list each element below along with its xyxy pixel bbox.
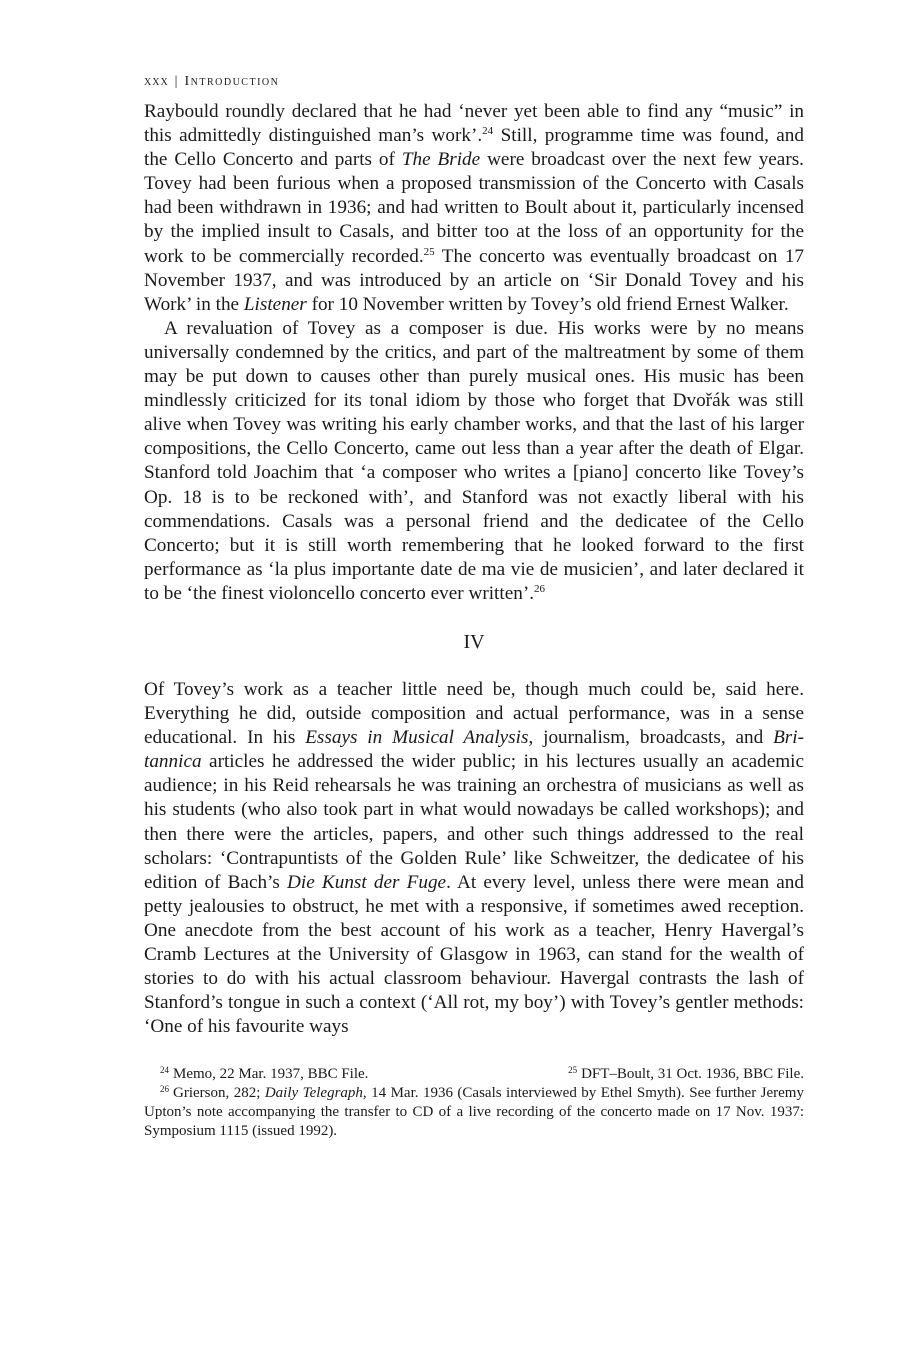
- title-britannica: Britannica: [144, 727, 804, 773]
- title-kunst-der-fuge: Die Kunst der Fuge: [287, 871, 447, 893]
- title-the-bride: The Bride: [401, 149, 481, 171]
- footnote-ref-26[interactable]: 26: [534, 582, 545, 595]
- footnote-ref-25[interactable]: 25: [423, 245, 435, 258]
- running-head-separator: |: [174, 74, 179, 89]
- paragraph-3: Of Tovey’s work as a teacher little need be, though much could be, said here. Everything he did, outside composition and actual performance, was in a sense educational. In his Essays in Musical Analysis, journalism, broadcasts, and Britannica articles he addressed the wider public; in his lectures usually an academic audience; in his Reid rehearsals he was training an orchestra of musicians as well as his students (who also took part in what would nowadays be called workshops); and then there were the articles, papers, and other such things addressed to the real scholars: ‘Contrapuntists of the Golden Rule’ like Schweitzer, the dedicatee of his edition of Bach’s Die Kunst der Fuge. At every level, unless there were mean and petty jealousies to obstruct, he met with a responsive, if sometimes awed reception. One anecdote from the best account of his work as a teacher, Henry Havergal’s Cramb Lectures at the University of Glasgow in 1963, can stand for the wealth of stories to do with his actual classroom behaviour. Havergal contrasts the lash of Stanford’s tongue in such a context (‘All rot, my boy’) with Tovey’s gentler methods: ‘One of his favourite ways: [144, 678, 804, 1038]
- footnote-row: [144, 1065, 804, 1084]
- footnote-26: $^{26}$ Grierson, 282; Daily Telegraph, 14 Mar. 1936 (Casals interviewed by Ethel Smyth). See further Jeremy Upton’s note accompanying the transfer to CD of a live recording of the concerto made on 17 Nov. 1937: Symposium 1115 (issued 1992).: [144, 1084, 804, 1140]
- footnotes: [144, 1065, 804, 1141]
- footnote-24: $^{24}$ Memo, 22 Mar. 1937, BBC File.: [160, 1065, 369, 1083]
- footnote-ref-24[interactable]: 24: [482, 125, 494, 138]
- section-heading: IV: [463, 630, 485, 653]
- body-text: [144, 100, 804, 1039]
- footnote-25: $^{25}$ DFT–Boult, 31 Oct. 1936, BBC File.: [568, 1065, 804, 1083]
- title-essays: Essays in Musical Analysis: [305, 727, 529, 749]
- book-page: [144, 72, 804, 1141]
- page-number: xxx: [144, 74, 169, 89]
- running-head: [144, 72, 804, 92]
- paragraph-1: Raybould roundly declared that he had ‘never yet been able to find any “music” in this admittedly distinguished man’s work’.$^{24}$ Still, programme time was found, and the Cello Concerto and parts of The Bride were broadcast over the next few years. Tovey had been furious when a proposed transmission of the Concerto with Casals had been withdrawn in 1936; and had written to Boult about it, particularly incensed by the implied insult to Casals, and bitter too at the loss of an opportunity for the work to be commercially recorded.$^{25}$ The concerto was eventually broadcast on 17 November 1937, and was introduced by an article on ‘Sir Donald Tovey and his Work’ in the Listener for 10 November written by Tovey’s old friend Ernest Walker.: [144, 101, 805, 315]
- paragraph-2: A revaluation of Tovey as a composer is due. His works were by no means universally condemned by the critics, and part of the maltreatment by some of them may be put down to causes other than purely musical ones. His music has been mindlessly criticized for its tonal idiom by those who forget that Dvořák was still alive when Tovey was writing his early chamber works, and that the last of his larger compositions, the Cello Concerto, came out less than a year after the death of Elgar. Stanford told Joachim that ‘a composer who writes a [piano] concerto like Tovey’s Op. 18 is to be reckoned with’, and Stanford was not exactly liberal with his commendations. Casals was a personal friend and the dedicatee of the Cello Concerto; but it is still worth remembering that he looked forward to the first performance as ‘la plus importante date de ma vie de musicien’, and later declared it to be ‘the finest violoncello concerto ever written’.$^{26}$: [144, 317, 804, 604]
- title-listener: Listener: [243, 293, 307, 315]
- running-head-title: Introduction: [184, 74, 280, 89]
